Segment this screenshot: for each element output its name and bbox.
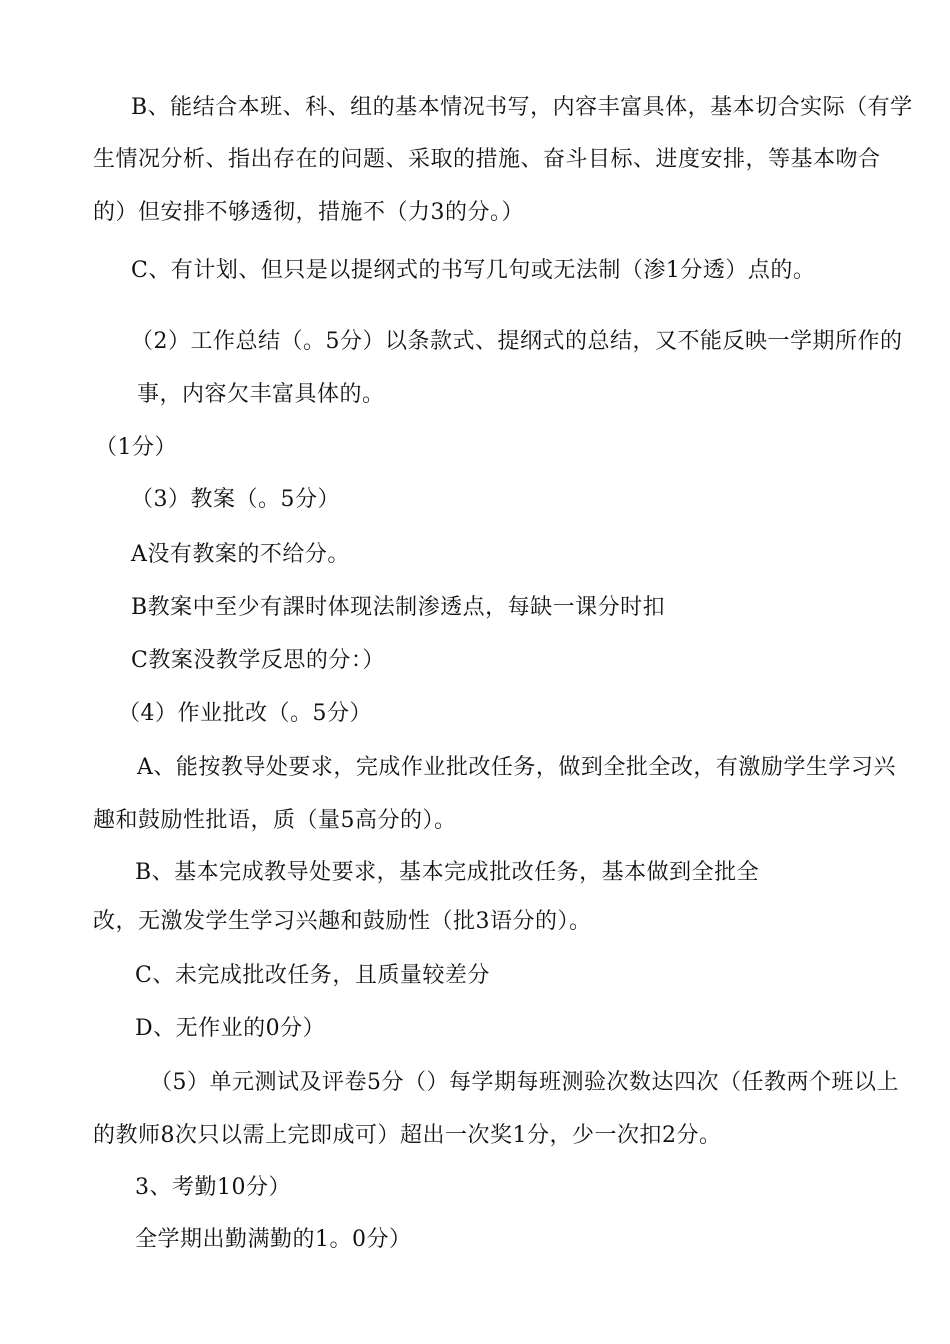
text-line: 的教师8次只以需上完即成可）超出一次奖1分，少一次扣2分。 bbox=[93, 1123, 722, 1148]
text-line: （4）作业批改（。5分） bbox=[118, 701, 372, 726]
text-line: 趣和鼓励性批语，质（量5高分的）。 bbox=[93, 808, 457, 833]
text-line: B教案中至少有課时体现法制渗透点，每缺一课分时扣 bbox=[131, 595, 666, 620]
text-line: 生情况分析、指出存在的问题、采取的措施、奋斗目标、进度安排，等基本吻合 bbox=[93, 147, 881, 172]
text-line: A没有教案的不给分。 bbox=[131, 542, 350, 567]
text-line: C、有计划、但只是以提纲式的书写几句或无法制（渗1分透）点的。 bbox=[131, 258, 816, 283]
text-line: B、能结合本班、科、组的基本情况书写，内容丰富具体，基本切合实际（有学 bbox=[131, 95, 913, 120]
text-line: （1分） bbox=[95, 435, 177, 460]
text-line: 3、考勤10分） bbox=[135, 1175, 291, 1200]
text-line: （2）工作总结（。5分）以条款式、提纲式的总结，又不能反映一学期所作的 bbox=[131, 329, 903, 354]
text-line: C、未完成批改任务，且质量较差分 bbox=[135, 963, 490, 988]
text-line: （5）单元测试及评卷5分（）每学期每班测验次数达四次（任教两个班以上 bbox=[150, 1070, 899, 1095]
text-line: D、无作业的0分） bbox=[135, 1016, 326, 1041]
text-line: A、能按教导处要求，完成作业批改任务，做到全批全改，有激励学生学习兴 bbox=[137, 755, 896, 780]
text-line: 事，内容欠丰富具体的。 bbox=[137, 382, 385, 407]
text-line: （3）教案（。5分） bbox=[131, 487, 340, 512]
text-line: 改，无激发学生学习兴趣和鼓励性（批3语分的）。 bbox=[93, 909, 592, 934]
text-line: C教案没教学反思的分：） bbox=[131, 648, 385, 673]
text-line: 的）但安排不够透彻，措施不（力3的分。） bbox=[93, 200, 524, 225]
text-line: 全学期出勤满勤的1。0分） bbox=[135, 1227, 412, 1252]
text-line: B、基本完成教导处要求，基本完成批改任务，基本做到全批全 bbox=[135, 860, 760, 885]
